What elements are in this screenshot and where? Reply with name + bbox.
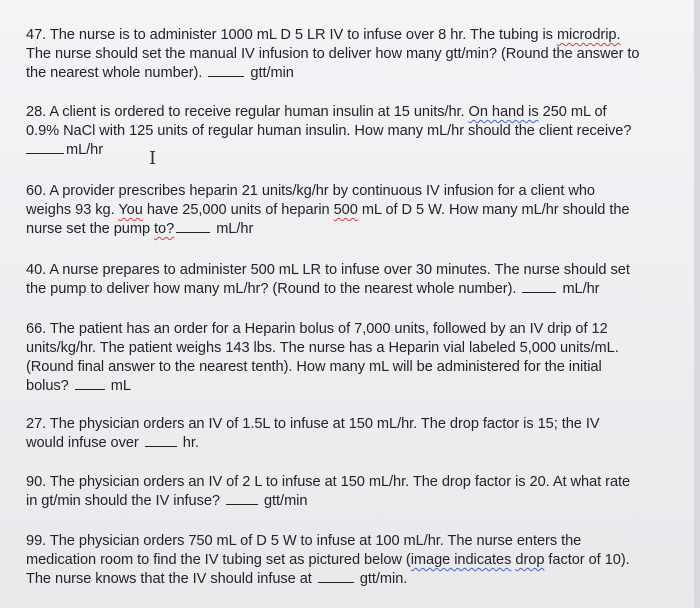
page-edge-shadow bbox=[694, 0, 700, 608]
question-99 bbox=[26, 532, 676, 589]
question-66 bbox=[26, 320, 676, 396]
question-99-line-1: 99. The physician orders 750 mL of D 5 W to infuse at 100 mL/hr. The nurse enters the bbox=[26, 533, 582, 549]
question-27-line-1: 27. The physician orders an IV of 1.5L to infuse at 150 mL/hr. The drop factor is 15; the IV bbox=[26, 416, 600, 432]
question-27-line-2: would infuse over hr. bbox=[26, 435, 199, 451]
unit-label: gtt/min bbox=[250, 65, 294, 81]
unit-label: mL bbox=[110, 378, 131, 394]
question-66-line-4: bolus? mL bbox=[26, 378, 131, 394]
image-indicates-phrase: image indicates bbox=[410, 552, 512, 568]
question-60-line-2: weighs 93 kg. You have 25,000 units of heparin 500 mL of D 5 W. How many mL/hr should the bbox=[26, 202, 630, 218]
unit-label: hr. bbox=[182, 435, 199, 451]
on-hand-phrase: On hand is bbox=[468, 104, 539, 120]
question-90-line-1: 90. The physician orders an IV of 2 L to infuse at 150 mL/hr. The drop factor is 20. At what rate bbox=[26, 474, 631, 490]
answer-blank[interactable] bbox=[26, 141, 64, 154]
question-47-line-1: 47. The nurse is to administer 1000 mL D 5 LR IV to infuse over 8 hr. The tubing is microdrip. bbox=[26, 27, 621, 43]
question-47-line-2: The nurse should set the manual IV infusion to deliver how many gtt/min? (Round the answer to bbox=[26, 46, 640, 62]
to-word: to? bbox=[154, 221, 175, 237]
question-28-line-1: 28. A client is ordered to receive regular human insulin at 15 units/hr. On hand is 250 mL of bbox=[26, 104, 607, 120]
answer-blank[interactable] bbox=[522, 280, 556, 293]
question-28-line-2: 0.9% NaCl with 125 units of regular human insulin. How many mL/hr should the client receive? bbox=[26, 123, 632, 139]
drop-word: drop bbox=[515, 552, 545, 568]
unit-label: mL/hr bbox=[216, 221, 254, 237]
question-60-line-1: 60. A provider prescribes heparin 21 units/kg/hr by continuous IV infusion for a client who bbox=[26, 183, 595, 199]
question-40-line-2: the pump to deliver how many mL/hr? (Round to the nearest whole number). mL/hr bbox=[26, 281, 600, 297]
question-47-line-3: the nearest whole number). gtt/min bbox=[26, 65, 294, 81]
question-90-line-2: in gt/min should the IV infuse? gtt/min bbox=[26, 493, 308, 509]
question-99-line-3: The nurse knows that the IV should infuse at gtt/min. bbox=[26, 571, 408, 587]
answer-blank[interactable] bbox=[75, 377, 105, 390]
unit-label: mL/hr bbox=[562, 281, 600, 297]
question-40-line-1: 40. A nurse prepares to administer 500 mL LR to infuse over 30 minutes. The nurse should set bbox=[26, 262, 630, 278]
text-cursor-icon: I bbox=[149, 148, 157, 169]
question-28 bbox=[26, 103, 676, 160]
question-99-line-2: medication room to find the IV tubing set as pictured below (image indicates drop factor of 10). bbox=[26, 552, 630, 568]
question-40 bbox=[26, 261, 676, 299]
question-47 bbox=[26, 26, 676, 83]
answer-blank[interactable] bbox=[318, 570, 354, 583]
question-66-line-2: units/kg/hr. The patient weighs 143 lbs. The nurse has a Heparin vial labeled 5,000 units/mL. bbox=[26, 340, 619, 356]
answer-blank[interactable] bbox=[176, 220, 210, 233]
unit-label: gtt/min. bbox=[359, 571, 408, 587]
microdrip-word: microdrip. bbox=[556, 27, 621, 43]
unit-label: mL/hr bbox=[66, 142, 104, 158]
five-hundred-word: 500 bbox=[333, 202, 358, 218]
answer-blank[interactable] bbox=[208, 64, 244, 77]
question-60-line-3: nurse set the pump to? mL/hr bbox=[26, 221, 254, 237]
question-27 bbox=[26, 415, 676, 453]
you-word: You bbox=[118, 202, 143, 218]
question-66-line-1: 66. The patient has an order for a Heparin bolus of 7,000 units, followed by an IV drip of 12 bbox=[26, 321, 608, 337]
question-28-line-3 bbox=[26, 141, 676, 160]
question-90 bbox=[26, 473, 676, 511]
answer-blank[interactable] bbox=[145, 434, 177, 447]
answer-blank[interactable] bbox=[226, 492, 258, 505]
question-66-line-3: (Round final answer to the nearest tenth). How many mL will be administered for the initial bbox=[26, 359, 602, 375]
unit-label: gtt/min bbox=[263, 493, 308, 509]
question-60 bbox=[26, 182, 676, 239]
